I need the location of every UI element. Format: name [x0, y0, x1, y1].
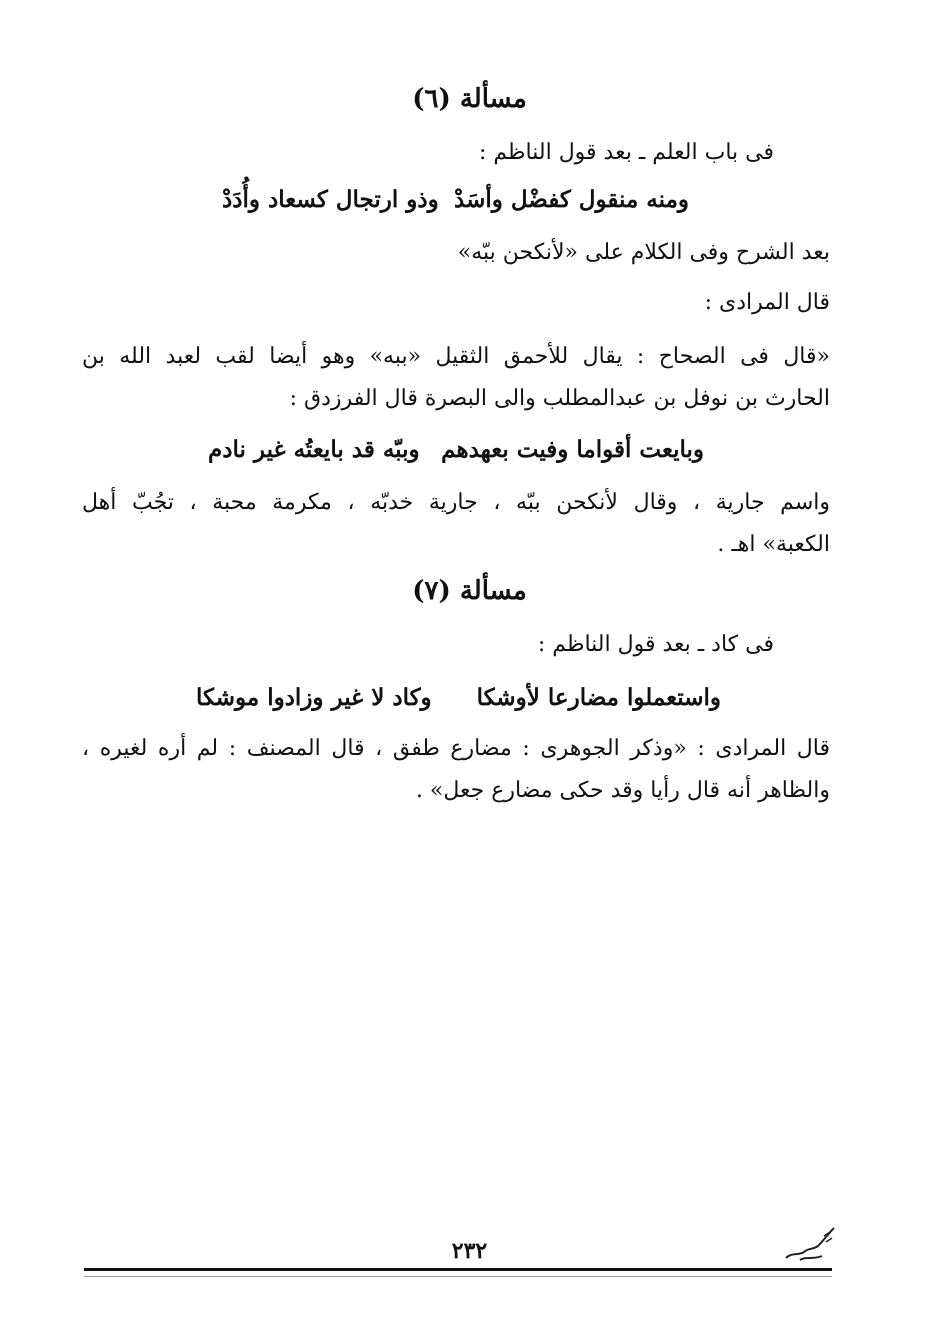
verse-3-first-hemistich: واستعملوا مضارعا لأوشكا [476, 684, 721, 711]
section-6-heading: مسألة (٦) [412, 84, 527, 114]
verse-1-second-hemistich: وذو ارتجال كسعاد وأُدَدْ [222, 186, 439, 213]
paragraph-line: الحارث بن نوفل بن عبدالمطلب والى البصرة قال الفرزدق : [289, 386, 830, 411]
page-number: ٢٣٢ [451, 1238, 488, 1264]
publisher-logo-icon [778, 1222, 838, 1266]
footer-rule [84, 1268, 832, 1271]
paragraph-line: «قال فى الصحاح : يقال للأحمق الثقيل «ببه» وهو أيضا لقب لعبد الله بن [82, 344, 830, 369]
paragraph-line: الكعبة» اهـ . [717, 532, 830, 557]
verse-2-second-hemistich: وببّه قد بايعتُه غير نادم [208, 436, 420, 463]
verse-1-first-hemistich: ومنه منقول كفضْل وأسَدْ [454, 186, 689, 213]
paragraph-line: والظاهر أنه قال رأيا وقد حكى مضارع جعل» . [415, 778, 830, 803]
section-7-heading: مسألة (٧) [412, 576, 527, 606]
footer-rule-thin [84, 1276, 832, 1277]
verse-2 [0, 436, 939, 468]
verse-3-second-hemistich: وكاد لا غير وزادوا موشكا [196, 684, 432, 711]
verse-3 [0, 684, 939, 716]
verse-1 [0, 186, 939, 218]
text-line: قال المرادى : [704, 290, 830, 315]
paragraph-line: قال المرادى : «وذكر الجوهرى : مضارع طفق ، قال المصنف : لم أره لغيره ، [82, 736, 830, 761]
verse-2-first-hemistich: وبايعت أقواما وفيت بعهدهم [441, 436, 704, 463]
text-line: بعد الشرح وفى الكلام على «لأنكحن ببّه» [457, 240, 830, 265]
section-6-intro: فى باب العلم ـ بعد قول الناظم : [478, 140, 774, 165]
section-7-intro: فى كاد ـ بعد قول الناظم : [537, 632, 774, 657]
paragraph-line: واسم جارية ، وقال لأنكحن ببّه ، جارية خدبّه ، مكرمة محبة ، تجُبّ أهل [82, 490, 830, 515]
